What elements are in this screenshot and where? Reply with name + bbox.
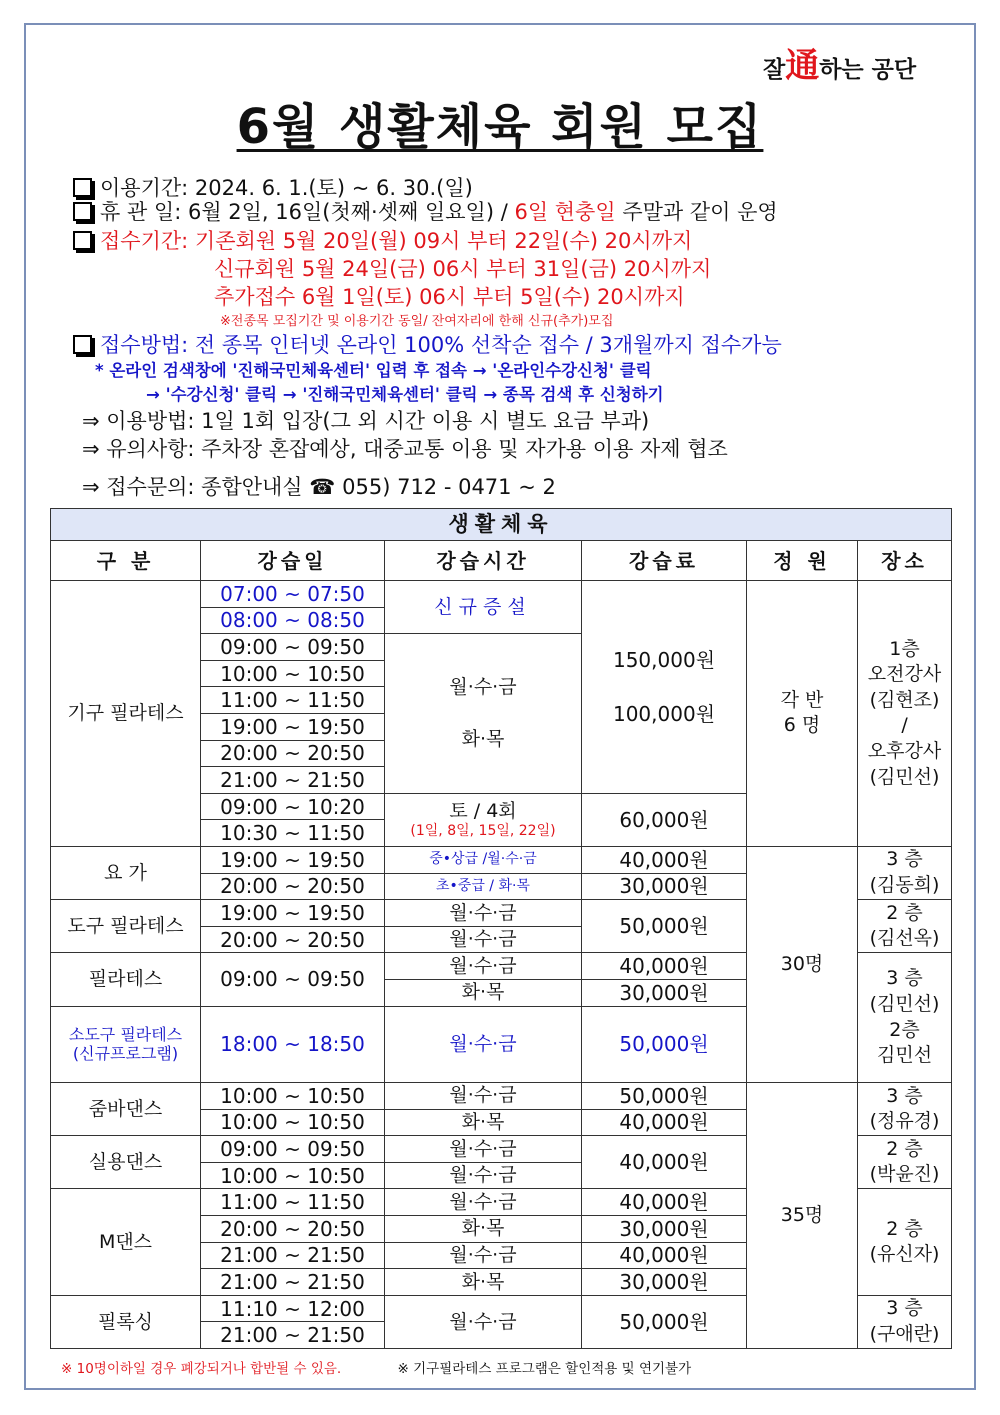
class-days: 화·목	[385, 1109, 582, 1136]
class-time: 19:00 ~ 19:50	[201, 713, 385, 740]
class-place: 2 층 (박윤진)	[858, 1136, 952, 1189]
info-caution: ⇒ 유의사항: 주차장 혼잡예상, 대중교통 이용 및 자가용 이용 자제 협조	[82, 437, 728, 461]
program-name: 줌바댄스	[51, 1083, 201, 1136]
slogan: 잘通하는 공단	[763, 46, 917, 86]
program-name: 요 가	[51, 846, 201, 899]
class-time: 21:00 ~ 21:50	[201, 1242, 385, 1269]
class-fee: 30,000원	[582, 979, 747, 1006]
class-fee: 40,000원	[582, 1189, 747, 1216]
program-name: 필라테스	[51, 953, 201, 1006]
class-fee: 50,000원	[582, 1083, 747, 1110]
class-fee: 30,000원	[582, 1269, 747, 1296]
class-time: 09:00 ~ 09:50	[201, 1136, 385, 1163]
class-fee: 40,000원	[582, 846, 747, 873]
info-holiday: 휴 관 일: 6월 2일, 16일(첫째·셋째 일요일) / 6일 현충일 주말과 같이 운영	[73, 196, 778, 226]
class-days: 월·수·금	[385, 1083, 582, 1110]
class-time: 19:00 ~ 19:50	[201, 900, 385, 927]
class-time: 20:00 ~ 20:50	[201, 740, 385, 767]
col-header-category: 구 분	[51, 541, 201, 581]
class-fee: 30,000원	[582, 1216, 747, 1243]
info-registration-new: 신규회원 5월 24일(금) 06시 부터 31일(금) 20시까지	[214, 257, 712, 281]
class-time: 21:00 ~ 21:50	[201, 767, 385, 794]
checkbox-icon	[73, 335, 92, 354]
class-fee: 50,000원	[582, 1295, 747, 1348]
class-days: 월·수·금	[385, 1136, 582, 1163]
class-time: 10:00 ~ 10:50	[201, 1162, 385, 1189]
class-days: 화·목	[385, 1216, 582, 1243]
info-guide-2: → '수강신청' 클릭 → '진해국민체육센터' 클릭 → 종목 검색 후 신청하기	[146, 385, 664, 404]
class-days: 월·수·금	[385, 926, 582, 953]
class-place: 3 층 (구애란)	[858, 1295, 952, 1348]
class-time: 11:00 ~ 11:50	[201, 1189, 385, 1216]
class-fee: 40,000원	[582, 953, 747, 980]
slogan-emphasis: 通	[785, 46, 820, 86]
class-fee: 40,000원	[582, 1136, 747, 1189]
table-heading: 생활체육	[51, 509, 952, 541]
class-place: 2 층 (유신자)	[858, 1189, 952, 1295]
class-capacity: 각 반 6 명	[747, 581, 858, 847]
col-header-place: 장소	[858, 541, 952, 581]
class-days: 월·수·금	[385, 1162, 582, 1189]
class-time: 21:00 ~ 21:50	[201, 1322, 385, 1349]
class-time: 09:00 ~ 09:50	[201, 953, 385, 1006]
table-row	[51, 846, 952, 873]
program-name: M댄스	[51, 1189, 201, 1295]
phone-icon: ☎	[309, 475, 336, 499]
class-place: 2 층 (김선옥)	[858, 900, 952, 953]
class-days: 월·수·금	[385, 1295, 582, 1348]
info-registration-period: 접수기간: 기존회원 5월 20일(월) 09시 부터 22일(수) 20시까지	[73, 225, 692, 255]
class-capacity: 30명	[747, 846, 858, 1082]
info-contact: ⇒ 접수문의: 종합안내실 ☎ 055) 712 - 0471 ~ 2	[82, 475, 556, 499]
table-header-row	[51, 541, 952, 581]
checkbox-icon	[73, 178, 92, 197]
footnote-right: ※ 기구필라테스 프로그램은 할인적용 및 연기불가	[397, 1361, 692, 1377]
class-time: 10:30 ~ 11:50	[201, 820, 385, 847]
class-days: 월·수·금	[385, 900, 582, 927]
class-fee: 40,000원	[582, 1242, 747, 1269]
class-time: 11:10 ~ 12:00	[201, 1295, 385, 1322]
class-days: 월·수·금 화·목	[385, 634, 582, 794]
info-period: 이용기간: 2024. 6. 1.(토) ~ 6. 30.(일)	[73, 172, 473, 202]
class-days: 월·수·금	[385, 1189, 582, 1216]
footnote-left: ※ 10명이하일 경우 폐강되거나 합반될 수 있음.	[61, 1361, 342, 1377]
class-place: 3 층 (김민선) 2층 김민선	[858, 953, 952, 1083]
table-row	[51, 1083, 952, 1110]
class-days: 신규증설	[385, 581, 582, 634]
info-guide-1: * 온라인 검색창에 '진해국민체육센터' 입력 후 접속 → '온라인수강신청' 클릭	[95, 361, 652, 380]
col-header-capacity: 정 원	[747, 541, 858, 581]
program-name: 도구 필라테스	[51, 900, 201, 953]
page-title: 6월 생활체육 회원 모집	[236, 99, 764, 155]
class-time: 07:00 ~ 07:50	[201, 581, 385, 608]
class-time: 08:00 ~ 08:50	[201, 607, 385, 634]
class-days: 중•상급 /월·수·금	[385, 846, 582, 873]
class-time: 10:00 ~ 10:50	[201, 660, 385, 687]
class-fee: 40,000원	[582, 1109, 747, 1136]
class-time: 10:00 ~ 10:50	[201, 1083, 385, 1110]
info-registration-note: ※전종목 모집기간 및 이용기간 동일/ 잔여자리에 한해 신규(추가)모집	[220, 314, 614, 329]
checkbox-icon	[73, 231, 92, 250]
class-days: 월·수·금	[385, 1006, 582, 1083]
class-days: 월·수·금	[385, 1242, 582, 1269]
table-footnote	[51, 1357, 950, 1377]
class-time: 09:00 ~ 09:50	[201, 634, 385, 661]
program-name: 기구 필라테스	[51, 581, 201, 847]
info-method: 접수방법: 전 종목 인터넷 온라인 100% 선착순 접수 / 3개월까지 접수가능	[73, 329, 782, 359]
table-row	[51, 581, 952, 608]
class-fee: 30,000원	[582, 873, 747, 900]
col-header-days: 강습일	[201, 541, 385, 581]
col-header-time: 강습시간	[385, 541, 582, 581]
class-place: 3 층 (정유경)	[858, 1083, 952, 1136]
program-name: 실용댄스	[51, 1136, 201, 1189]
class-fee: 60,000원	[582, 793, 747, 846]
checkbox-icon	[73, 202, 92, 221]
class-time: 20:00 ~ 20:50	[201, 873, 385, 900]
program-name: 필록싱	[51, 1295, 201, 1348]
info-registration-extra: 추가접수 6월 1일(토) 06시 부터 5일(수) 20시까지	[214, 285, 685, 309]
class-days: 화·목	[385, 1269, 582, 1296]
program-name: 소도구 필라테스 (신규프로그램)	[51, 1006, 201, 1083]
info-usage: ⇒ 이용방법: 1일 1회 입장(그 외 시간 이용 시 별도 요금 부과)	[82, 409, 650, 433]
class-time: 18:00 ~ 18:50	[201, 1006, 385, 1083]
class-time: 19:00 ~ 19:50	[201, 846, 385, 873]
class-fee: 50,000원	[582, 900, 747, 953]
class-time: 20:00 ~ 20:50	[201, 1216, 385, 1243]
class-fee: 150,000원 100,000원	[582, 581, 747, 794]
class-days: 초•중급 / 화·목	[385, 873, 582, 900]
class-fee: 50,000원	[582, 1006, 747, 1083]
class-time: 11:00 ~ 11:50	[201, 687, 385, 714]
class-place: 1층 오전강사 (김현조) / 오후강사 (김민선)	[858, 581, 952, 847]
class-time: 21:00 ~ 21:50	[201, 1269, 385, 1296]
col-header-fee: 강습료	[582, 541, 747, 581]
class-time: 09:00 ~ 10:20	[201, 793, 385, 820]
class-place: 3 층 (김동희)	[858, 846, 952, 899]
class-time: 10:00 ~ 10:50	[201, 1109, 385, 1136]
schedule-table	[50, 508, 952, 1349]
class-days: 월·수·금	[385, 953, 582, 980]
class-time: 20:00 ~ 20:50	[201, 926, 385, 953]
class-days: 토 / 4회 (1일, 8일, 15일, 22일)	[385, 793, 582, 846]
class-capacity: 35명	[747, 1083, 858, 1349]
class-days: 화·목	[385, 979, 582, 1006]
